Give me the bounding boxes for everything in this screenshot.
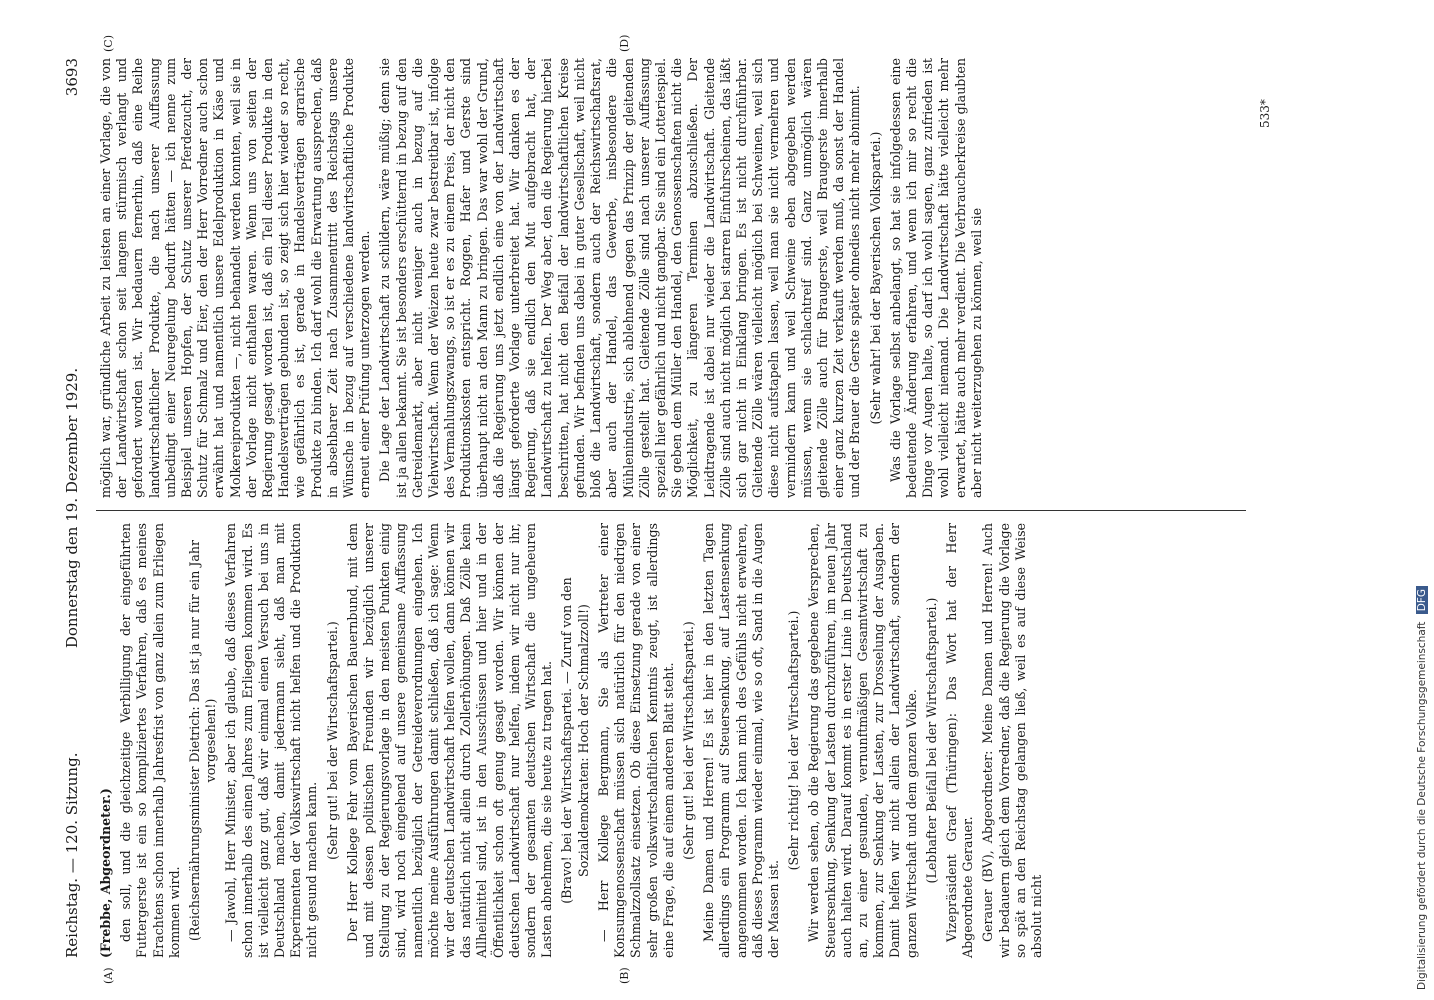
paragraph: Gerauer (BV), Abgeordneter: Meine Damen und Herren! Auch wir bedauern gleich dem Vorredner, daß die Regierung die Vorlage so spät an den Reichstag gelangen ließ, weil es auf diese Weise absolut nicht (980, 523, 1044, 958)
paragraph: möglich war, gründliche Arbeit zu leisten an einer Vorlage, die von der Landwirtschaft schon seit langem stürmisch verlangt und gefordert worden ist. Wir bedauern fernerhin, daß eine Reihe landwirtschaftlicher Produkte, die nach unserer Auffassung unbedingt einer Neuregelung bedurft hätten — ich nenne zum Beispiel unseren Hopfen, der Schutz unserer Pferdezucht, der Schutz für Schmalz und Eier, den der Herr Vorredner auch schon erwähnt hat und namentlich unsere Edelproduktion in Käse und Molkereiprodukten —, nicht behandelt werden konnten, weil sie in der Vorlage nicht enthalten waren. Wenn uns von seiten der Regierung gesagt worden ist, daß ein Teil dieser Produkte in den Handelsverträgen gebunden ist, so zeigt sich hier wieder so recht, wie gefährlich es ist, gerade in Handelsverträgen agrarische Produkte zu binden. Ich darf wohl die Erwartung aussprechen, daß in absehbarer Zeit nach Zusammentritt des Reichstags unsere Wünsche in bezug auf verschiedene landwirtschaftliche Produkte erneut einer Prüfung unterzogen werden. (98, 58, 373, 498)
paragraph: Vizepräsident Graef (Thüringen): Das Wort hat der Herr Abgeordnete Gerauer. (943, 523, 976, 958)
header-date: Donnerstag den 19. Dezember 1929. (63, 367, 81, 649)
interjection: (Sehr wahr! bei der Bayerischen Volkspartei.) (867, 131, 883, 425)
column-divider (96, 510, 1246, 511)
interjection: (Sehr gut! bei der Wirtschaftspartei.) (324, 621, 340, 860)
paragraph: Die Lage der Landwirtschaft zu schildern, wäre müßig; denn sie ist ja allen bekannt. Sie ist besonders erschütternd in bezug auf den Getreidemarkt, aber nicht weniger auch in bezug auf die Viehwirtschaft. Wenn der Weizen heute zwar bestreitbar ist, infolge des Vermahlungszwangs, so ist er es zu einem Preis, der nicht den Produktionskosten entspricht. Roggen, Hafer und Gerste sind überhaupt nicht an den Mann zu bringen. Das war wohl der Grund, daß die Regierung uns jetzt endlich eine von der Landwirtschaft längst geforderte Vorlage unterbreitet hat. Wir danken es der Regierung, daß sie endlich den Mut aufgebracht hat, der Landwirtschaft zu helfen. Der Weg aber, den die Regierung hierbei beschritten, hat nicht den Beifall der landwirtschaftlichen Kreise gefunden. Wir befinden uns dabei in guter Gesellschaft, weil nicht bloß die Landwirtschaft, sondern auch der Reichswirtschaftsrat, aber auch der Handel, das Gewerbe, insbesondere die Mühlenindustrie, sich ablehnend gegen das Prinzip der gleitenden Zölle gestellt hat. Gleitende Zölle sind nach unserer Auffassung speziell hier gefährlich und nicht gangbar. Sie sind ein Lotteriespiel. Sie geben dem Müller den Handel, den Genossenschaften nicht die Möglichkeit, zu längeren Terminen abzuschließen. Der Leidtragende ist dabei nur wieder die Landwirtschaft. Gleitende Zölle sind auch nicht möglich bei starren Einfuhrscheinen, das läßt sich gar nicht in Einklang bringen. Es ist nicht durchführbar. Gleitende Zölle wären vielleicht möglich bei Schweinen, weil sich diese nicht aufstapeln lassen, weil man sie nicht vermehren und vermindern kann und weil Schweine eben abgegeben werden müssen, wenn sie schlachtreif sind. Ganz unmöglich wären gleitende Zölle auch für Braugerste, weil Braugerste innerhalb einer ganz kurzen Zeit verkauft werden muß, da sonst der Handel und der Brauer die Gerste später ohnedies nicht mehr abnimmt. (377, 58, 863, 498)
interjection: (Reichsernährungsminister Dietrich: Das ist ja nur für ein Jahr vorgesehen!) (187, 539, 219, 942)
column-left (98, 523, 1248, 958)
paragraph: Was die Vorlage selbst anbelangt, so hat sie infolgedessen eine bedeutende Änderung erfahren, und wenn ich mir so recht die Dinge vor Augen halte, so darf ich wohl sagen, ganz zufrieden ist wohl vielleicht niemand. Die Landwirtschaft hätte vielleicht mehr erwartet, hätte auch mehr verdient. Die Verbraucherkreise glaubten aber nicht weiterzugehen zu können, weil sie (887, 58, 984, 498)
interjection: (Sehr richtig! bei der Wirtschaftspartei.) (786, 610, 802, 871)
rotated-content (58, 34, 1308, 984)
dfg-logo: DFG (1416, 586, 1428, 614)
interjection: (Bravo! bei der Wirtschaftspartei. — Zuruf von den Sozialdemokraten: Hoch der Schmalzzoll!) (559, 577, 591, 904)
header-left: Reichstag. — 120. Sitzung. (63, 752, 81, 958)
paragraph: — Jawohl, Herr Minister, aber ich glaube, daß dieses Verfahren schon innerhalb des einen Jahres zum Erliegen kommen wird. Es ist vielleicht ganz gut, daß wir einmal einen Versuch bei uns in Deutschland machen, damit jedermann sieht, daß man mit Experimenten der Volkswirtschaft nicht helfen und die Produktion nicht gesund machen kann. (223, 523, 320, 958)
margin-mark-c: (C) (102, 35, 115, 52)
paragraph: den soll, und die gleichzeitige Verbilligung der eingeführten Futtergerste ist ein so kompliziertes Verfahren, daß es meines Erachtens schon innerhalb Jahresfrist von ganz allein zum Erliegen kommen wird. (118, 523, 182, 958)
paragraph: Wir werden sehen, ob die Regierung das gegebene Versprechen, Steuersenkung, Senkung der Lasten durchzuführen, im neuen Jahr auch halten wird. Darauf kommt es in erster Linie in Deutschland an, zu einer gesunden, vernunftmäßigen Gesamtwirtschaft zu kommen, zur Senkung der Lasten, zur Drosselung der Ausgaben. Damit helfen wir nicht allein der Landwirtschaft, sondern der ganzen Wirtschaft und dem ganzen Volke. (806, 523, 919, 958)
column-right (98, 58, 1248, 498)
credit-text: Digitalisierung gefördert durch die Deutsche Forschungsgemeinschaft (1416, 621, 1428, 990)
page-signature: 533* (1258, 99, 1272, 128)
margin-mark-d: (D) (618, 34, 631, 52)
paragraph: Der Herr Kollege Fehr vom Bayerischen Bauernbund, mit dem und mit dessen politischen Freunden wir bezüglich unserer Stellung zu der Regierungsvorlage in den meisten Punkten einig sind, wird noch eingehend auf unsere gemeinsame Auffassung namentlich bezüglich der Getreideverordnungen eingehen. Ich möchte meine Ausführungen damit schließen, daß ich sage: Wenn wir der deutschen Landwirtschaft helfen wollen, dann können wir das natürlich nicht allein durch Zollerhöhungen. Daß Zölle kein Allheilmittel sind, ist in den Ausschüssen und hier und in der Öffentlichkeit schon oft genug gesagt worden. Wir können der deutschen Landwirtschaft nur helfen, indem wir nicht nur ihr, sondern der gesamten deutschen Wirtschaft die ungeheuren Lasten abnehmen, die sie heute zu tragen hat. (344, 523, 555, 958)
paragraph: — Herr Kollege Bergmann, Sie als Vertreter einer Konsumgenossenschaft müssen sich natürlich für den niedrigen Schmalzzollsatz einsetzen. Ob diese Einsetzung gerade von einer sehr großen volkswirtschaftlichen Kenntnis zeugt, ist allerdings eine Frage, die auf einem anderen Blatt steht. (595, 523, 676, 958)
interjection: (Sehr gut! bei der Wirtschaftspartei.) (680, 621, 696, 860)
interjection: (Lebhafter Beifall bei der Wirtschaftspartei.) (923, 597, 939, 884)
page-number: 3693 (63, 58, 81, 97)
digitization-credit (1416, 0, 1430, 990)
page-header (58, 58, 86, 958)
margin-mark-a: (A) (102, 967, 115, 984)
margin-mark-b: (B) (618, 967, 631, 984)
speaker-continuation: (Frebbe, Abgeordneter.) (98, 788, 113, 958)
paragraph: Meine Damen und Herren! Es ist hier in den letzten Tagen allerdings ein Programm auf Steuersenkung, auf Lastensenkung angenommen worden. Ich kann mich des Gefühls nicht erwehren, daß dieses Programm wieder einmal, wie so oft, Sand in die Augen der Massen ist. (701, 523, 781, 958)
